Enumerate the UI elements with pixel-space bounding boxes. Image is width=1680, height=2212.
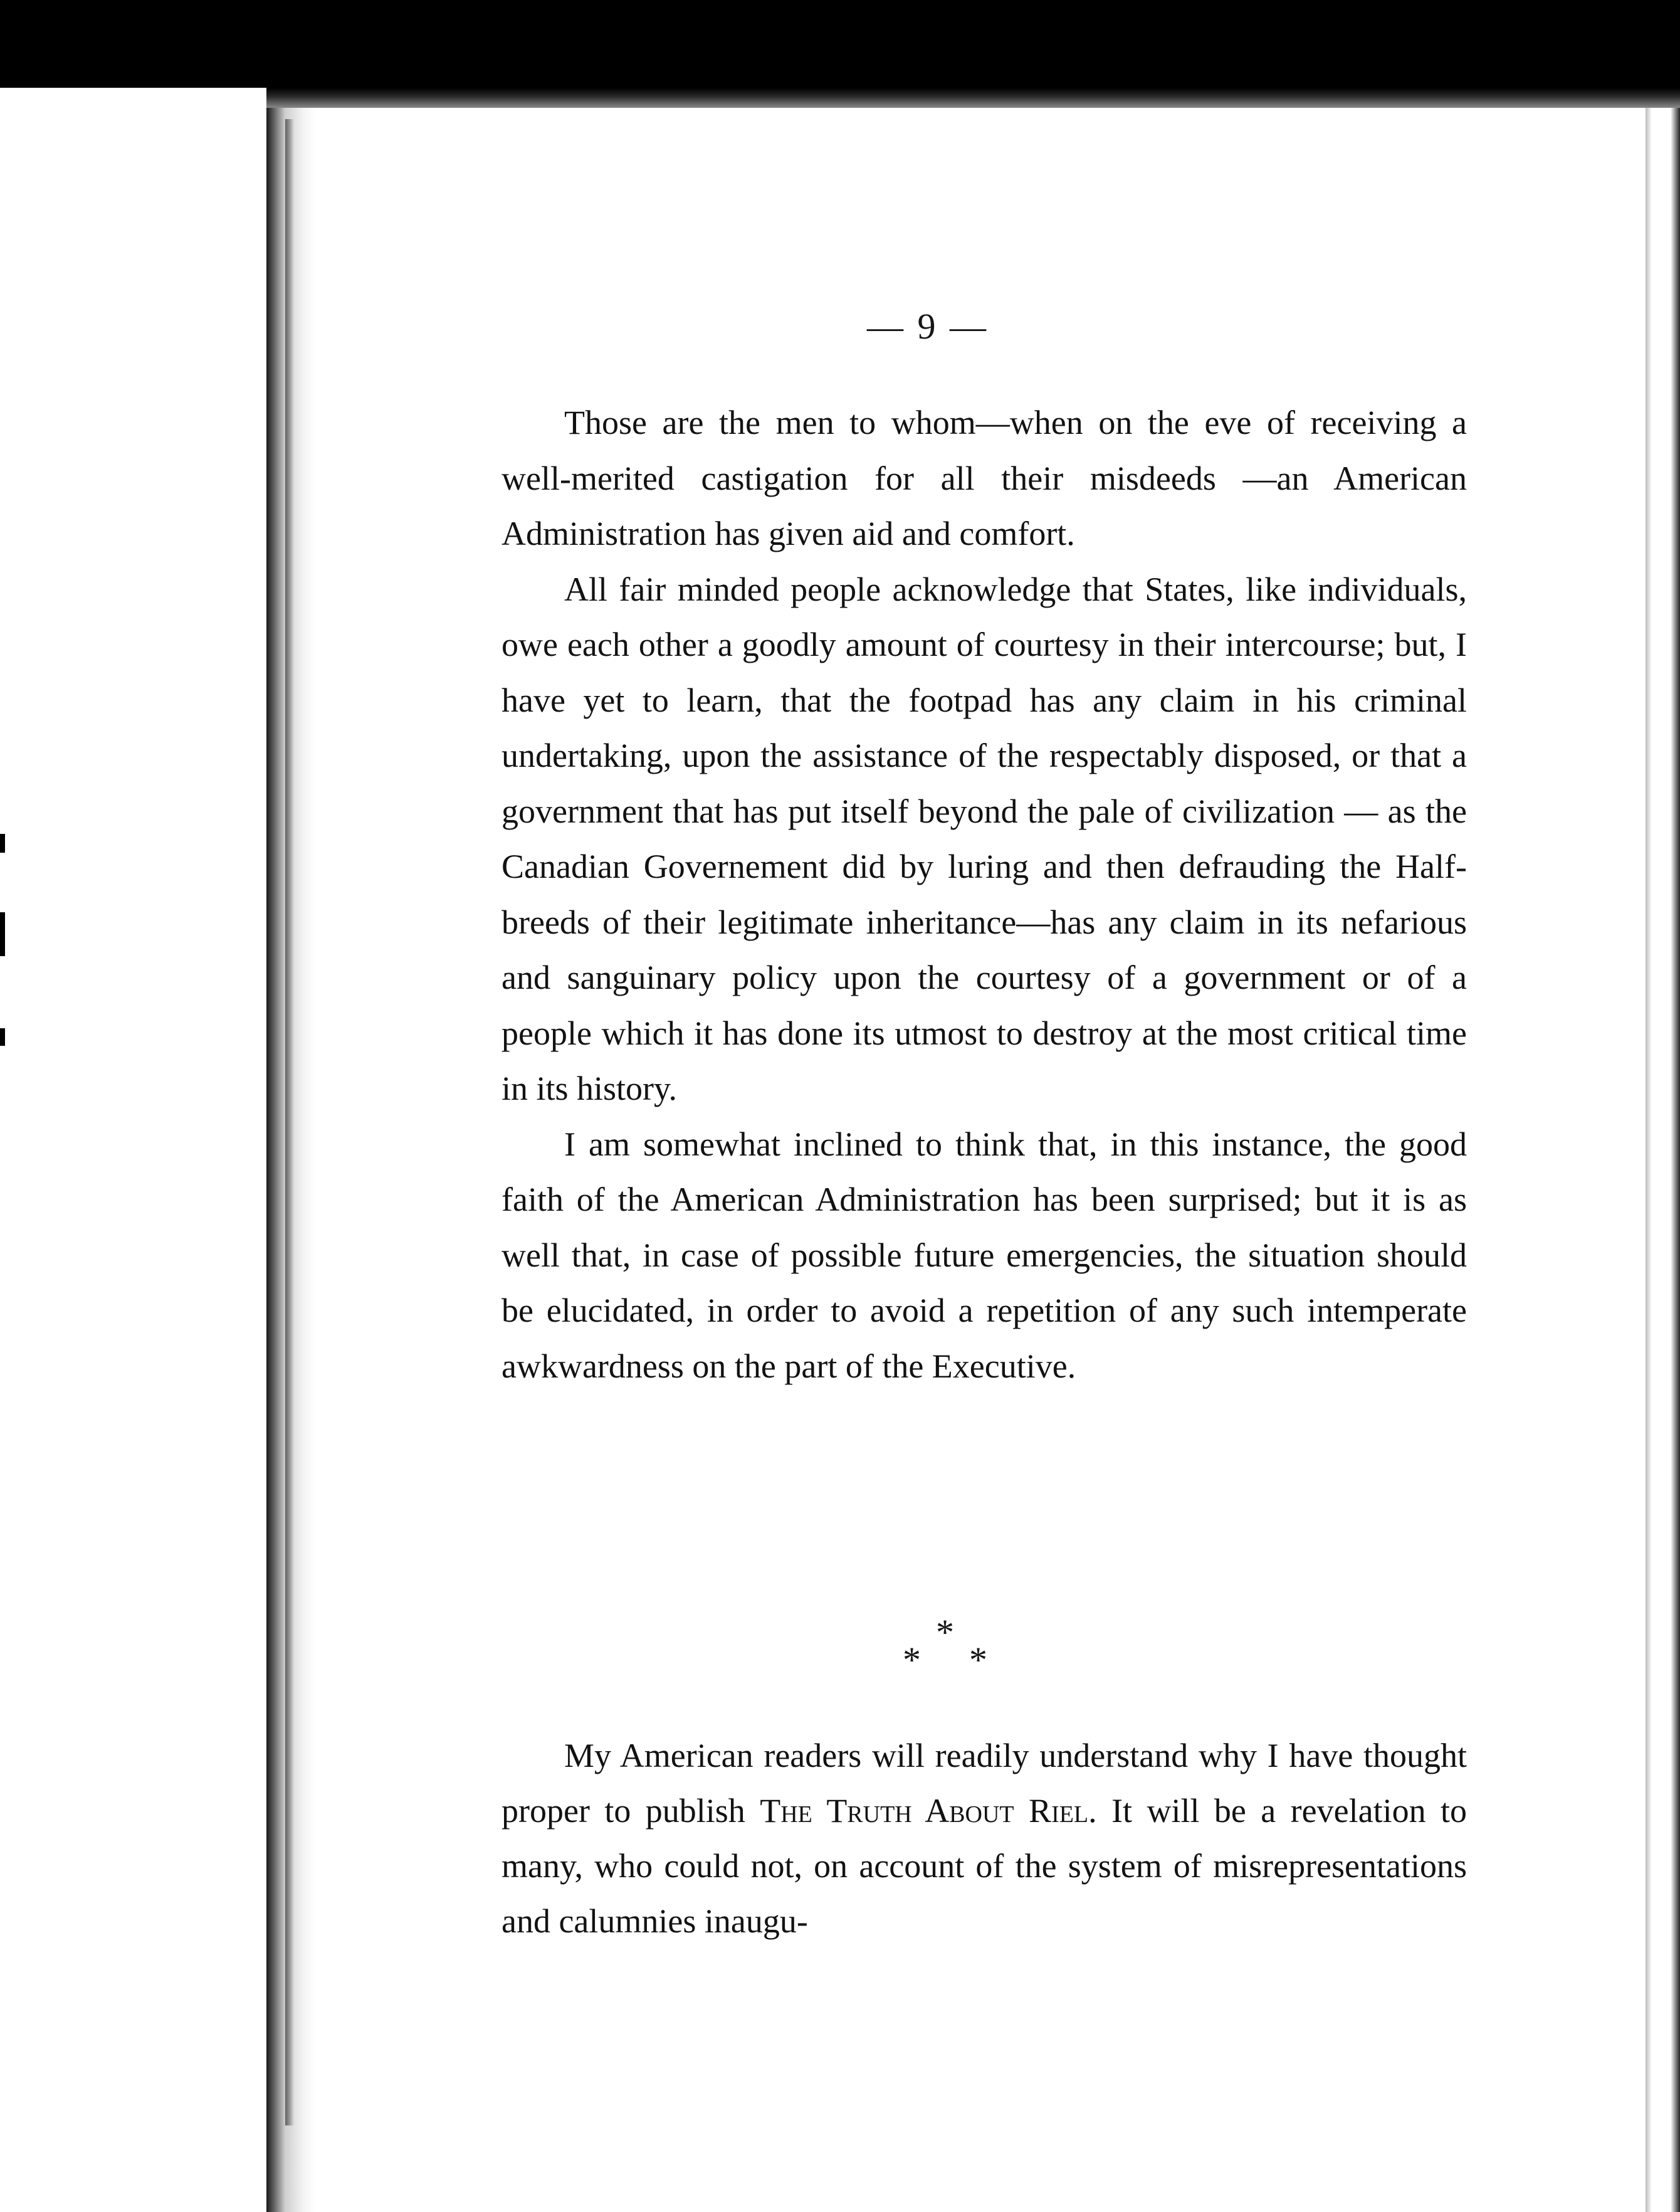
asterism-star-right: * <box>969 1640 987 1680</box>
left-page-edge-mark <box>0 834 5 853</box>
asterism-divider <box>903 1611 997 1680</box>
left-page <box>0 88 266 2212</box>
paragraph-2: All fair minded people acknowledge that States, like individuals, owe each other a goodly amount of courtesy in their intercourse; but, I have yet to learn, that the footpad has any claim in his criminal undertaking, upon the assistance of the respectably disposed, or that a government that has put itself beyond the pale of civilization — as the Canadian Governement did by luring and then defrauding the Half-breeds of their legitimate inheritance—has any claim in its nefarious and sanguinary policy upon the courtesy of a government or of a people which it has done its utmost to destroy at the most critical time in its history. <box>501 570 1467 1107</box>
book-spine-shadow <box>285 119 294 2125</box>
paragraph-4-end: It will be a revelation to many, who could not, on account of the system of misrepresentations and calumnies inaugu- <box>501 1792 1467 1940</box>
body-text-continued <box>501 1728 1467 1949</box>
left-page-edge-mark <box>0 912 5 956</box>
paragraph-3: I am somewhat inclined to think that, in this instance, the good faith of the American Administration has been surprised; but it is as well that, in case of possible future emergencies, the situation should be elucidated, in order to avoid a repetition of any such intemperate awkwardness on the part of the Executive. <box>501 1125 1467 1385</box>
asterism-star-left: * <box>903 1640 921 1680</box>
top-shadow-band <box>266 88 1680 108</box>
paragraph-1: Those are the men to whom—when on the eve of receiving a well-merited castigation for all their misdeeds —an American Administration has given aid and comfort. <box>501 404 1467 552</box>
paragraph-4-start: My American readers will readily understand why I have thought proper to publish <box>501 1737 1467 1830</box>
asterism-star-top: * <box>936 1612 954 1653</box>
right-page-edge <box>1646 107 1680 2212</box>
body-text <box>501 395 1467 1394</box>
page-number: — 9 — <box>867 306 989 347</box>
paragraph-4 <box>501 1728 1467 1949</box>
book-title: The Truth About Riel. <box>760 1792 1097 1830</box>
left-page-edge-mark <box>0 1028 5 1046</box>
